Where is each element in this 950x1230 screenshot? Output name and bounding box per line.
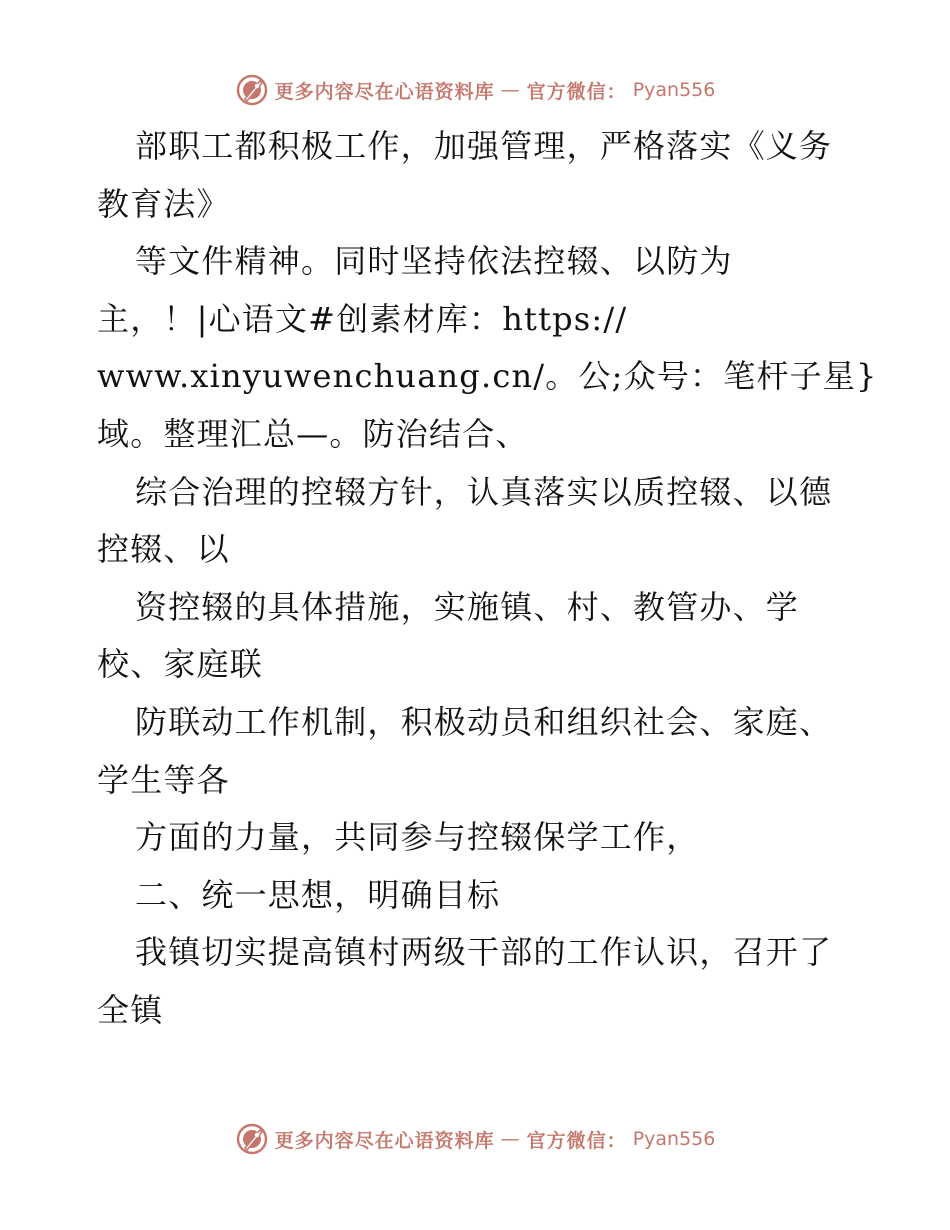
text-line: 防联动工作机制，积极动员和组织社会、家庭、 <box>135 702 833 741</box>
banner-dash: — <box>500 1128 521 1150</box>
text-line: 我镇切实提高镇村两级干部的工作认识，召开了 <box>135 933 833 972</box>
banner-wechat-label: 官方微信： <box>526 80 627 103</box>
text-line: 等文件精神。同时坚持依法控辍、以防为 <box>135 242 733 281</box>
text-line: 综合治理的控辍方针，认真落实以质控辍、以德 <box>135 472 833 511</box>
text-line: 校、家庭联 <box>97 645 264 684</box>
text-line: 教育法》 <box>97 184 230 223</box>
section-heading: 二、统一思想，明确目标 <box>135 875 501 914</box>
banner-text: 更多内容尽在心语资料库 <box>274 80 495 103</box>
text-line: 资控辍的具体措施，实施镇、村、教管办、学 <box>135 587 800 626</box>
text-line-url: www.xinyuwenchuang.cn/。公;众号：笔杆子星} <box>97 357 878 396</box>
banner-wechat-label: 官方微信： <box>526 1129 627 1152</box>
text-line: 方面的力量，共同参与控辍保学工作， <box>135 818 700 857</box>
footer-banner <box>0 1117 950 1161</box>
quill-seal-icon <box>235 1122 269 1156</box>
text-line: 全镇 <box>97 990 164 1029</box>
banner-text: 更多内容尽在心语资料库 <box>274 1129 495 1152</box>
text-line: 主，！|心语文#创素材库：https:// <box>97 299 628 338</box>
banner-wechat-id: Pyan556 <box>632 1128 716 1150</box>
text-line: 域。整理汇总—。防治结合、 <box>97 414 529 453</box>
banner-dash: — <box>500 79 521 101</box>
document-body <box>97 118 897 1040</box>
text-line: 部职工都积极工作，加强管理，严格落实《义务 <box>135 127 833 165</box>
quill-seal-icon <box>235 73 269 107</box>
banner-wechat-id: Pyan556 <box>632 79 716 101</box>
text-line: 学生等各 <box>97 760 230 799</box>
text-line: 控辍、以 <box>97 530 230 569</box>
header-banner <box>0 68 950 112</box>
